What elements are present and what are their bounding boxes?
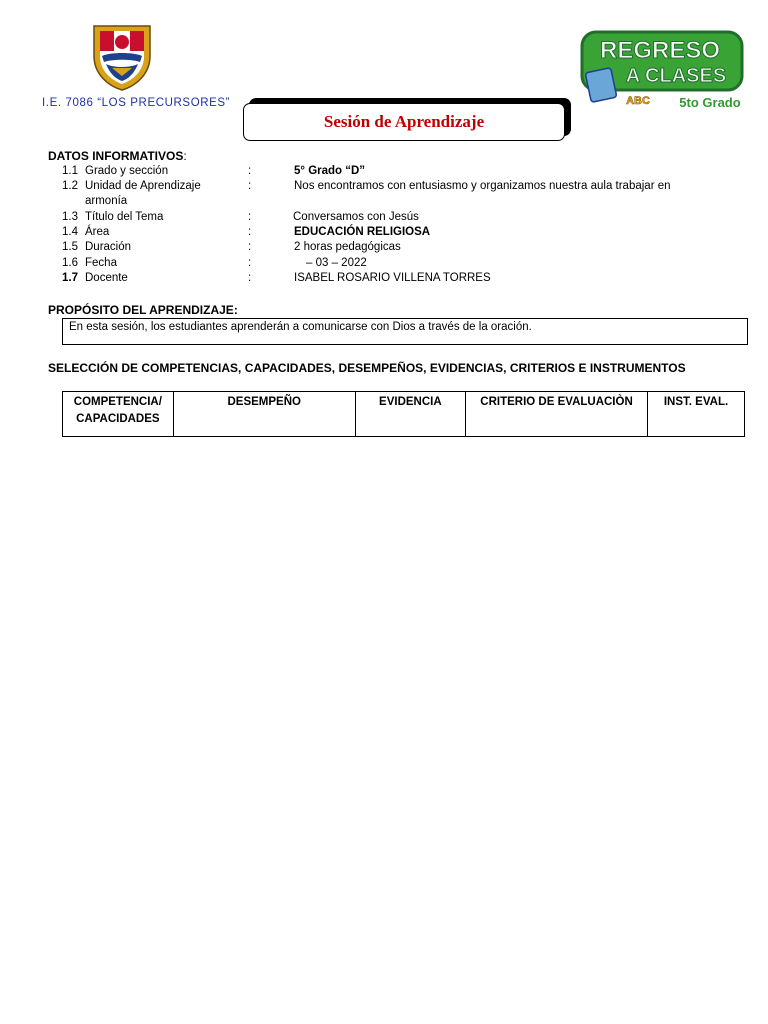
selection-heading: SELECCIÓN DE COMPETENCIAS, CAPACIDADES, DESEMPEÑOS, EVIDENCIAS, CRITERIOS E INSTRUMENTOS xyxy=(48,361,686,375)
table-header-cell: CRITERIO DE EVALUACIÒN xyxy=(465,392,647,437)
info-value: 2 horas pedagógicas xyxy=(294,241,401,253)
info-label: Grado y sección xyxy=(85,165,169,177)
regreso-a-clases-badge xyxy=(580,30,752,114)
badge-grade: 5to Grado xyxy=(679,95,741,110)
info-value: ISABEL ROSARIO VILLENA TORRES xyxy=(294,272,491,284)
info-label: Unidad de Aprendizaje xyxy=(85,180,201,192)
info-colon: : xyxy=(248,272,252,284)
info-num: 1.1 xyxy=(62,165,78,177)
info-heading xyxy=(48,149,187,163)
title-box xyxy=(243,103,565,141)
info-label: Docente xyxy=(85,272,128,284)
info-colon: : xyxy=(248,241,252,253)
info-num: 1.5 xyxy=(62,241,78,253)
info-heading-colon: : xyxy=(183,149,187,163)
info-num: 1.3 xyxy=(62,211,78,223)
school-crest-icon xyxy=(90,22,154,92)
info-num: 1.2 xyxy=(62,180,78,192)
info-num: 1.7 xyxy=(62,272,78,284)
info-label: Duración xyxy=(85,241,132,253)
purpose-box xyxy=(62,318,748,345)
badge-line1: REGRESO xyxy=(599,37,721,64)
purpose-heading: PROPÓSITO DEL APRENDIZAJE: xyxy=(48,303,238,317)
info-num: 1.6 xyxy=(62,257,78,269)
info-value: Nos encontramos con entusiasmo y organizamos nuestra aula trabajar en xyxy=(294,180,671,192)
session-title: Sesión de Aprendizaje xyxy=(323,112,485,131)
info-value: 5° Grado “D” xyxy=(294,165,366,177)
info-label-cont: armonía xyxy=(85,195,128,207)
badge-line2: A CLASES xyxy=(625,65,727,87)
table-header-cell: DESEMPEÑO xyxy=(173,392,355,437)
info-value: EDUCACIÓN RELIGIOSA xyxy=(294,226,431,238)
table-header-cell: EVIDENCIA xyxy=(355,392,465,437)
info-colon: : xyxy=(248,165,252,177)
badge-abc: ABC xyxy=(626,95,650,107)
info-label: Fecha xyxy=(85,257,117,269)
info-colon: : xyxy=(248,211,252,223)
school-name: I.E. 7086 “LOS PRECURSORES” xyxy=(42,97,231,109)
info-value: Conversamos con Jesús xyxy=(293,211,419,223)
book-icon xyxy=(585,68,617,103)
table-header-cell: COMPETENCIA/ CAPACIDADES xyxy=(63,392,174,437)
info-colon: : xyxy=(248,180,252,192)
competencies-table xyxy=(62,391,745,437)
info-label: Título del Tema xyxy=(85,211,164,223)
info-num: 1.4 xyxy=(62,226,78,238)
info-colon: : xyxy=(248,257,252,269)
table-header-row xyxy=(63,392,745,437)
info-label: Área xyxy=(85,226,110,238)
info-value: – 03 – 2022 xyxy=(306,257,367,269)
table-header-cell: INST. EVAL. xyxy=(648,392,745,437)
info-colon: : xyxy=(248,226,252,238)
info-heading-text: DATOS INFORMATIVOS xyxy=(48,149,184,163)
purpose-text: En esta sesión, los estudiantes aprenderán a comunicarse con Dios a través de la oración. xyxy=(69,321,532,333)
